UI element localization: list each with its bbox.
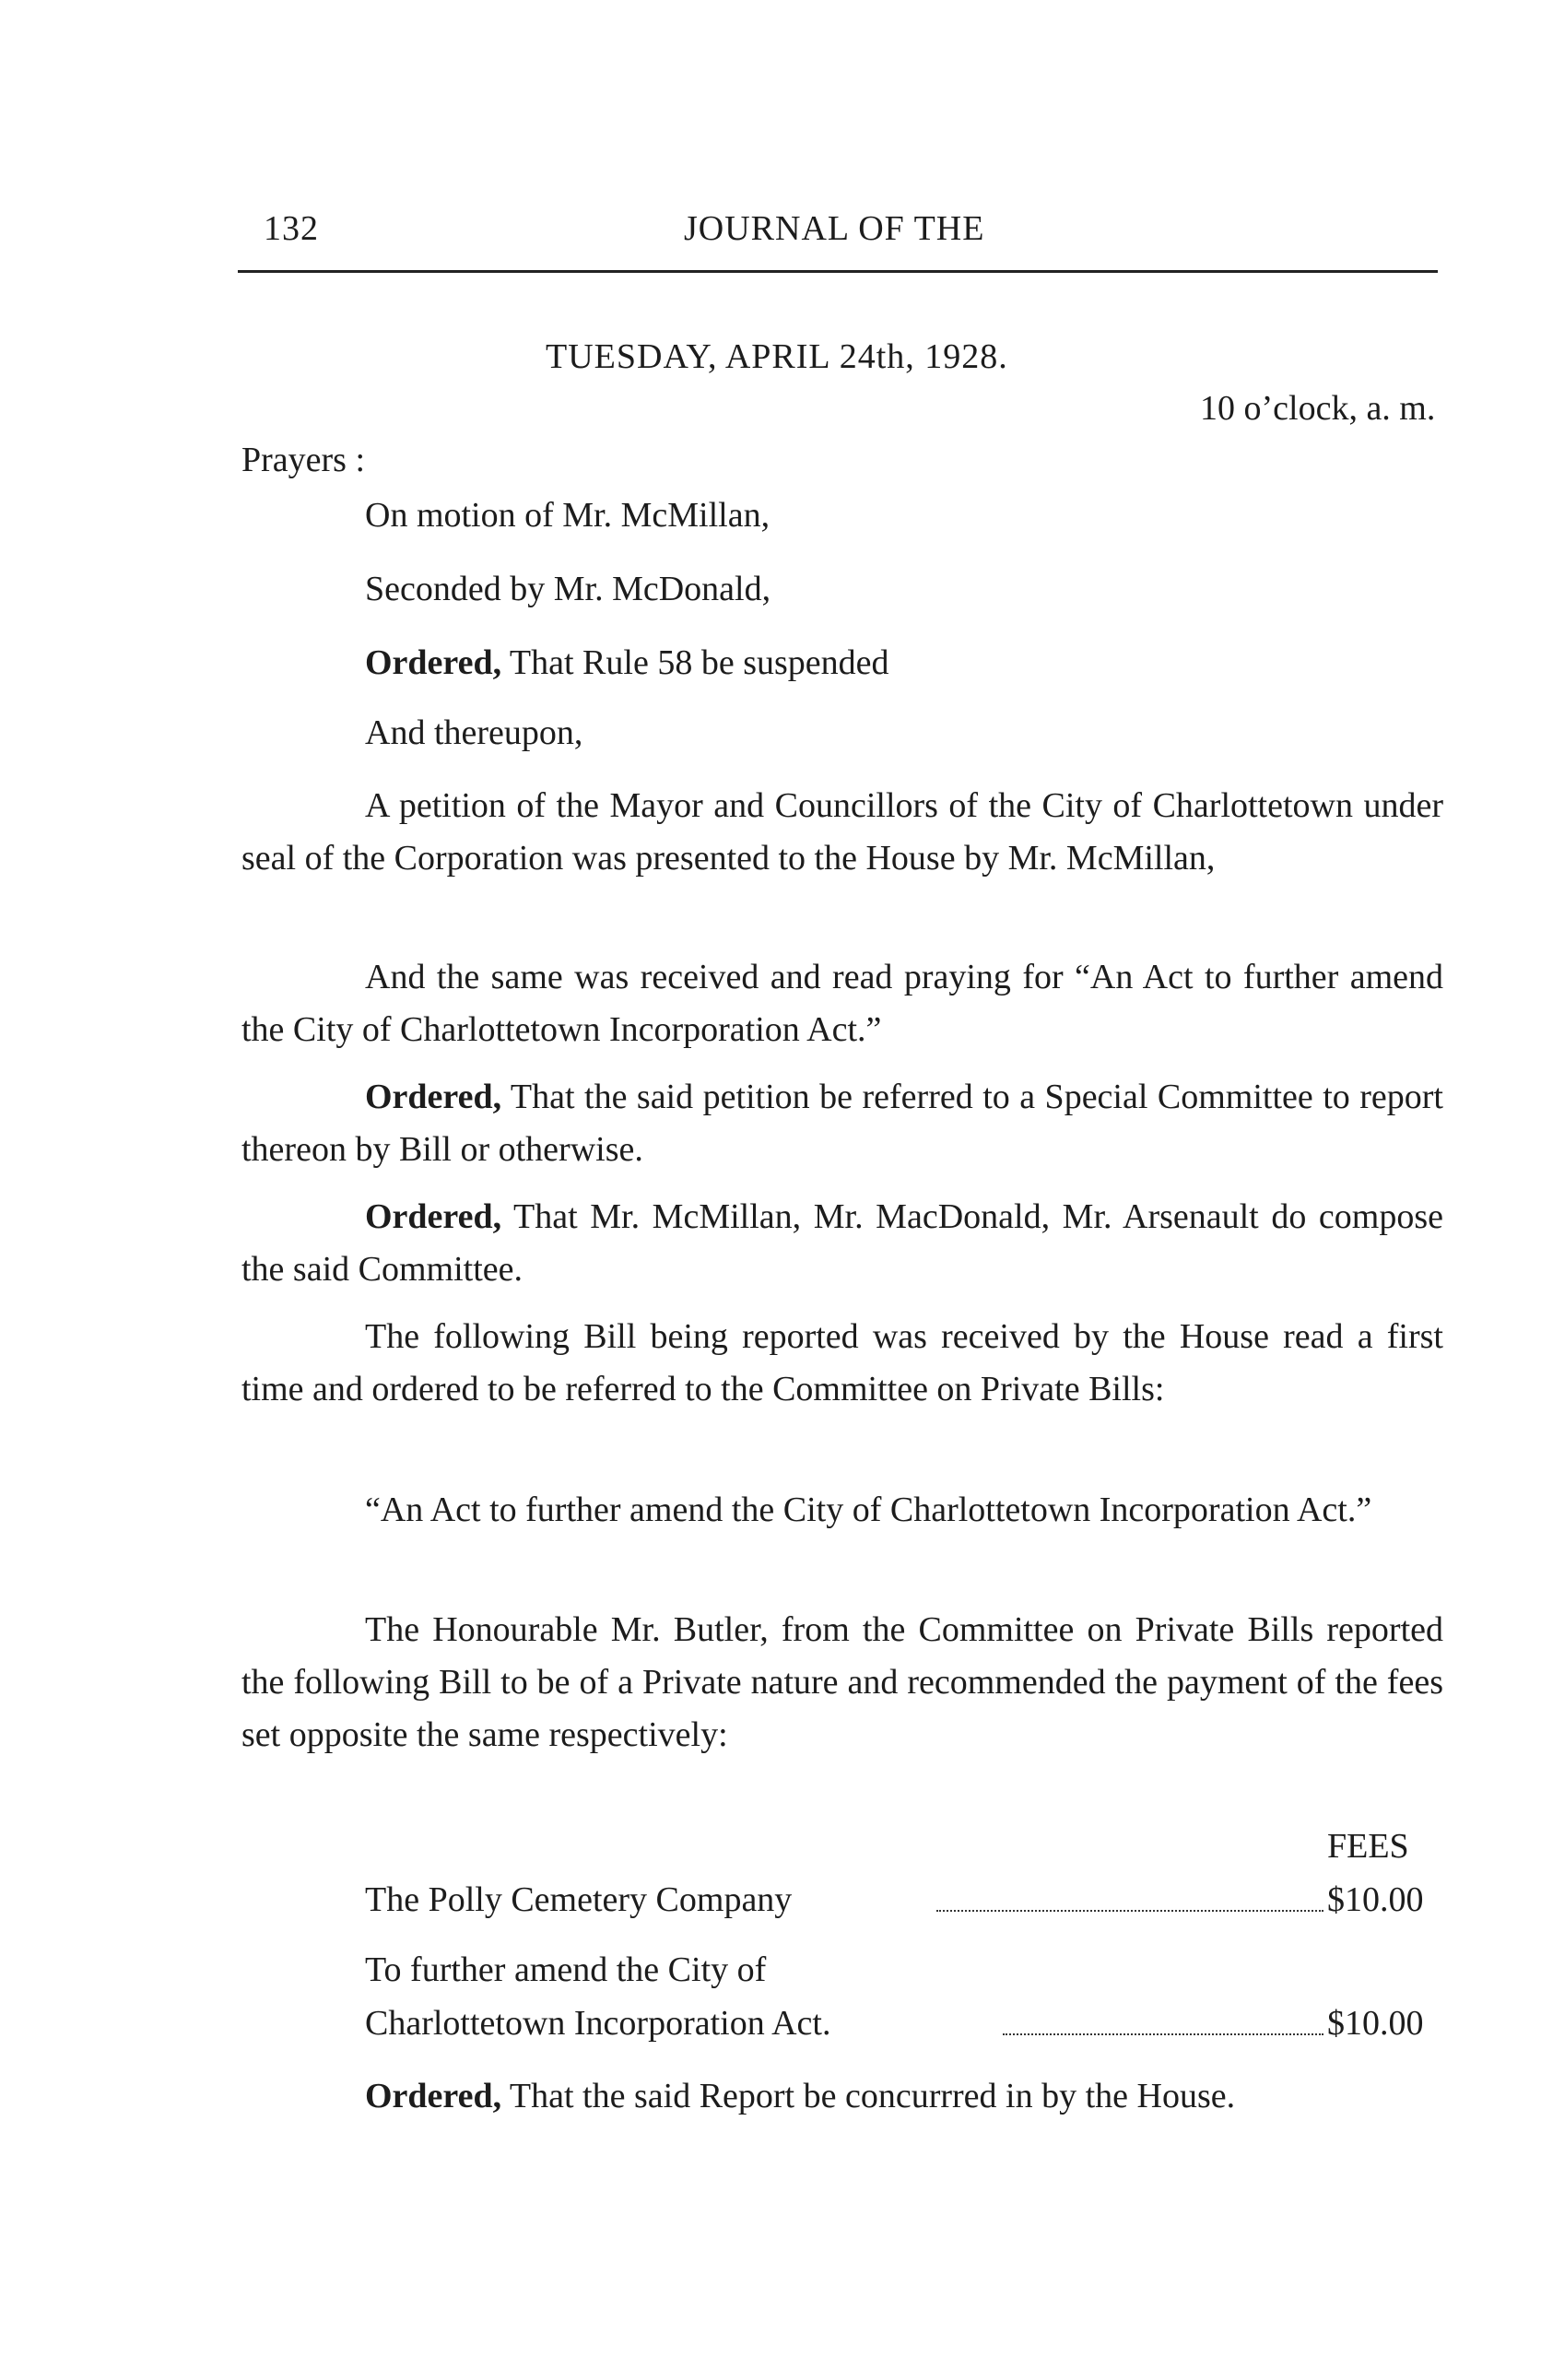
- fee-item-label: Charlottetown Incorporation Act.: [365, 2004, 831, 2043]
- header-rule: [238, 270, 1438, 273]
- dot-leader: [1003, 2033, 1323, 2035]
- ordered-text: That the said petition be referred to a Special Committee to report thereon by Bill or otherwise.: [241, 1078, 1443, 1169]
- running-title: JOURNAL OF THE: [684, 209, 985, 248]
- motion-line: On motion of Mr. McMillan,: [365, 496, 770, 535]
- received-paragraph: And the same was received and read praying for “An Act to further amend the City of Charlottetown Incorporation Act.”: [241, 958, 1443, 1049]
- fee-item-amount: $10.00: [1327, 1880, 1424, 1919]
- seconded-line: Seconded by Mr. McDonald,: [365, 570, 771, 608]
- fee-item-label: The Polly Cemetery Company: [365, 1880, 793, 1919]
- ordered-text: That the said Report be concurrred in by the House.: [501, 2077, 1236, 2115]
- prayers-label: Prayers :: [241, 441, 366, 479]
- fee-item-amount: $10.00: [1327, 2004, 1424, 2043]
- dot-leader: [936, 1910, 1323, 1912]
- ordered-label: Ordered,: [365, 1078, 502, 1116]
- ordered-compose-paragraph: [241, 1191, 1443, 1296]
- ordered-rule-line: [365, 645, 889, 680]
- ordered-text: That Rule 58 be suspended: [501, 643, 889, 682]
- following-bill-paragraph: The following Bill being reported was received by the House read a first time and ordered to be referred to the Committee on Private Bills:: [241, 1317, 1443, 1408]
- page-number: 132: [264, 209, 319, 248]
- fees-heading: FEES: [1327, 1827, 1409, 1866]
- ordered-referred-paragraph: [241, 1071, 1443, 1176]
- ordered-text: That Mr. McMillan, Mr. MacDonald, Mr. Arsenault do compose the said Committee.: [241, 1197, 1443, 1289]
- fee-item-label: To further amend the City of: [365, 1950, 767, 1989]
- thereupon-line: And thereupon,: [365, 713, 583, 752]
- ordered-label: Ordered,: [365, 2077, 502, 2115]
- petition-paragraph: A petition of the Mayor and Councillors of the City of Charlottetown under seal of the Corporation was presented to the House by Mr. McMillan,: [241, 786, 1443, 878]
- honourable-paragraph: The Honourable Mr. Butler, from the Committee on Private Bills reported the following Bill to be of a Private nature and recommended the payment of the fees set opposite the same respectively:: [241, 1610, 1443, 1754]
- date-line: TUESDAY, APRIL 24th, 1928.: [546, 337, 1008, 376]
- ordered-label: Ordered,: [365, 1197, 502, 1236]
- time-line: 10 o’clock, a. m.: [1200, 389, 1436, 428]
- closing-paragraph: [241, 2070, 1443, 2123]
- ordered-label: Ordered,: [365, 643, 502, 682]
- act-title-paragraph: “An Act to further amend the City of Charlottetown Incorporation Act.”: [365, 1490, 1372, 1529]
